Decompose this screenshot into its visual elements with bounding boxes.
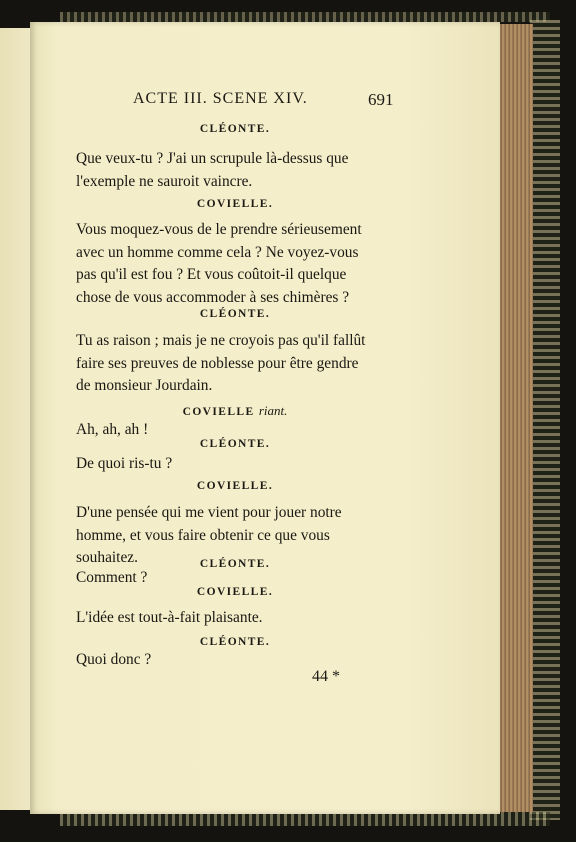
text-line: l'exemple ne sauroit vaincre. xyxy=(76,172,253,190)
text-line: faire ses preuves de noblesse pour être gendre xyxy=(76,354,359,372)
dialogue-paragraph xyxy=(76,453,394,476)
text-line: pas qu'il est fou ? Et vous coûtoit-il quelque xyxy=(76,266,347,283)
text-line: Que veux-tu ? J'ai un scrupule là-dessus que xyxy=(76,150,349,167)
speaker-name: CLÉONTE. xyxy=(199,636,271,648)
text-line: L'idée est tout-à-fait plaisante. xyxy=(76,609,263,626)
speaker-label: COVIELLE xyxy=(182,406,255,418)
stage-direction: riant. xyxy=(258,403,288,418)
dialogue-paragraph xyxy=(76,607,394,630)
cover-border-right xyxy=(530,20,560,820)
cover-border-bottom xyxy=(60,812,550,826)
cover-border-top xyxy=(60,12,550,22)
dialogue-paragraph xyxy=(76,148,394,193)
speaker-name: COVIELLE. xyxy=(196,198,274,210)
page-number: 691 xyxy=(368,90,394,109)
speaker-name: COVIELLE. xyxy=(196,586,274,598)
speaker-name: CLÉONTE. xyxy=(199,308,271,320)
text-line: Tu as raison ; mais je ne croyois pas qu'il fallût xyxy=(76,332,366,349)
text-line: chose de vous accommoder à ses chimères ? xyxy=(76,288,350,306)
signature-mark: 44 * xyxy=(312,668,340,685)
page-edges xyxy=(497,24,533,812)
text-line: souhaitez. xyxy=(76,549,138,566)
text-line: D'une pensée qui me vient pour jouer notre xyxy=(76,504,342,521)
dialogue-paragraph xyxy=(76,649,394,672)
speaker-name xyxy=(76,403,394,419)
text-line: Comment ? xyxy=(76,569,148,586)
dialogue-paragraph xyxy=(76,330,394,398)
dialogue-paragraph xyxy=(76,219,394,309)
text-line: Quoi donc ? xyxy=(76,651,152,668)
speaker-name: CLÉONTE. xyxy=(199,123,271,135)
text-line: De quoi ris-tu ? xyxy=(76,455,173,472)
text-line: Vous moquez-vous de le prendre sérieusement xyxy=(76,221,362,238)
text-line: Ah, ah, ah ! xyxy=(76,421,149,438)
speaker-name: CLÉONTE. xyxy=(199,558,271,570)
speaker-name: COVIELLE. xyxy=(196,480,274,492)
text-line: avec un homme comme cela ? Ne voyez-vous xyxy=(76,243,359,261)
speaker-name: CLÉONTE. xyxy=(199,438,271,450)
left-page xyxy=(0,28,30,810)
text-line: de monsieur Jourdain. xyxy=(76,377,213,394)
text-line: homme, et vous faire obtenir ce que vous xyxy=(76,526,330,544)
running-head: ACTE III. SCENE XIV. xyxy=(133,90,308,107)
